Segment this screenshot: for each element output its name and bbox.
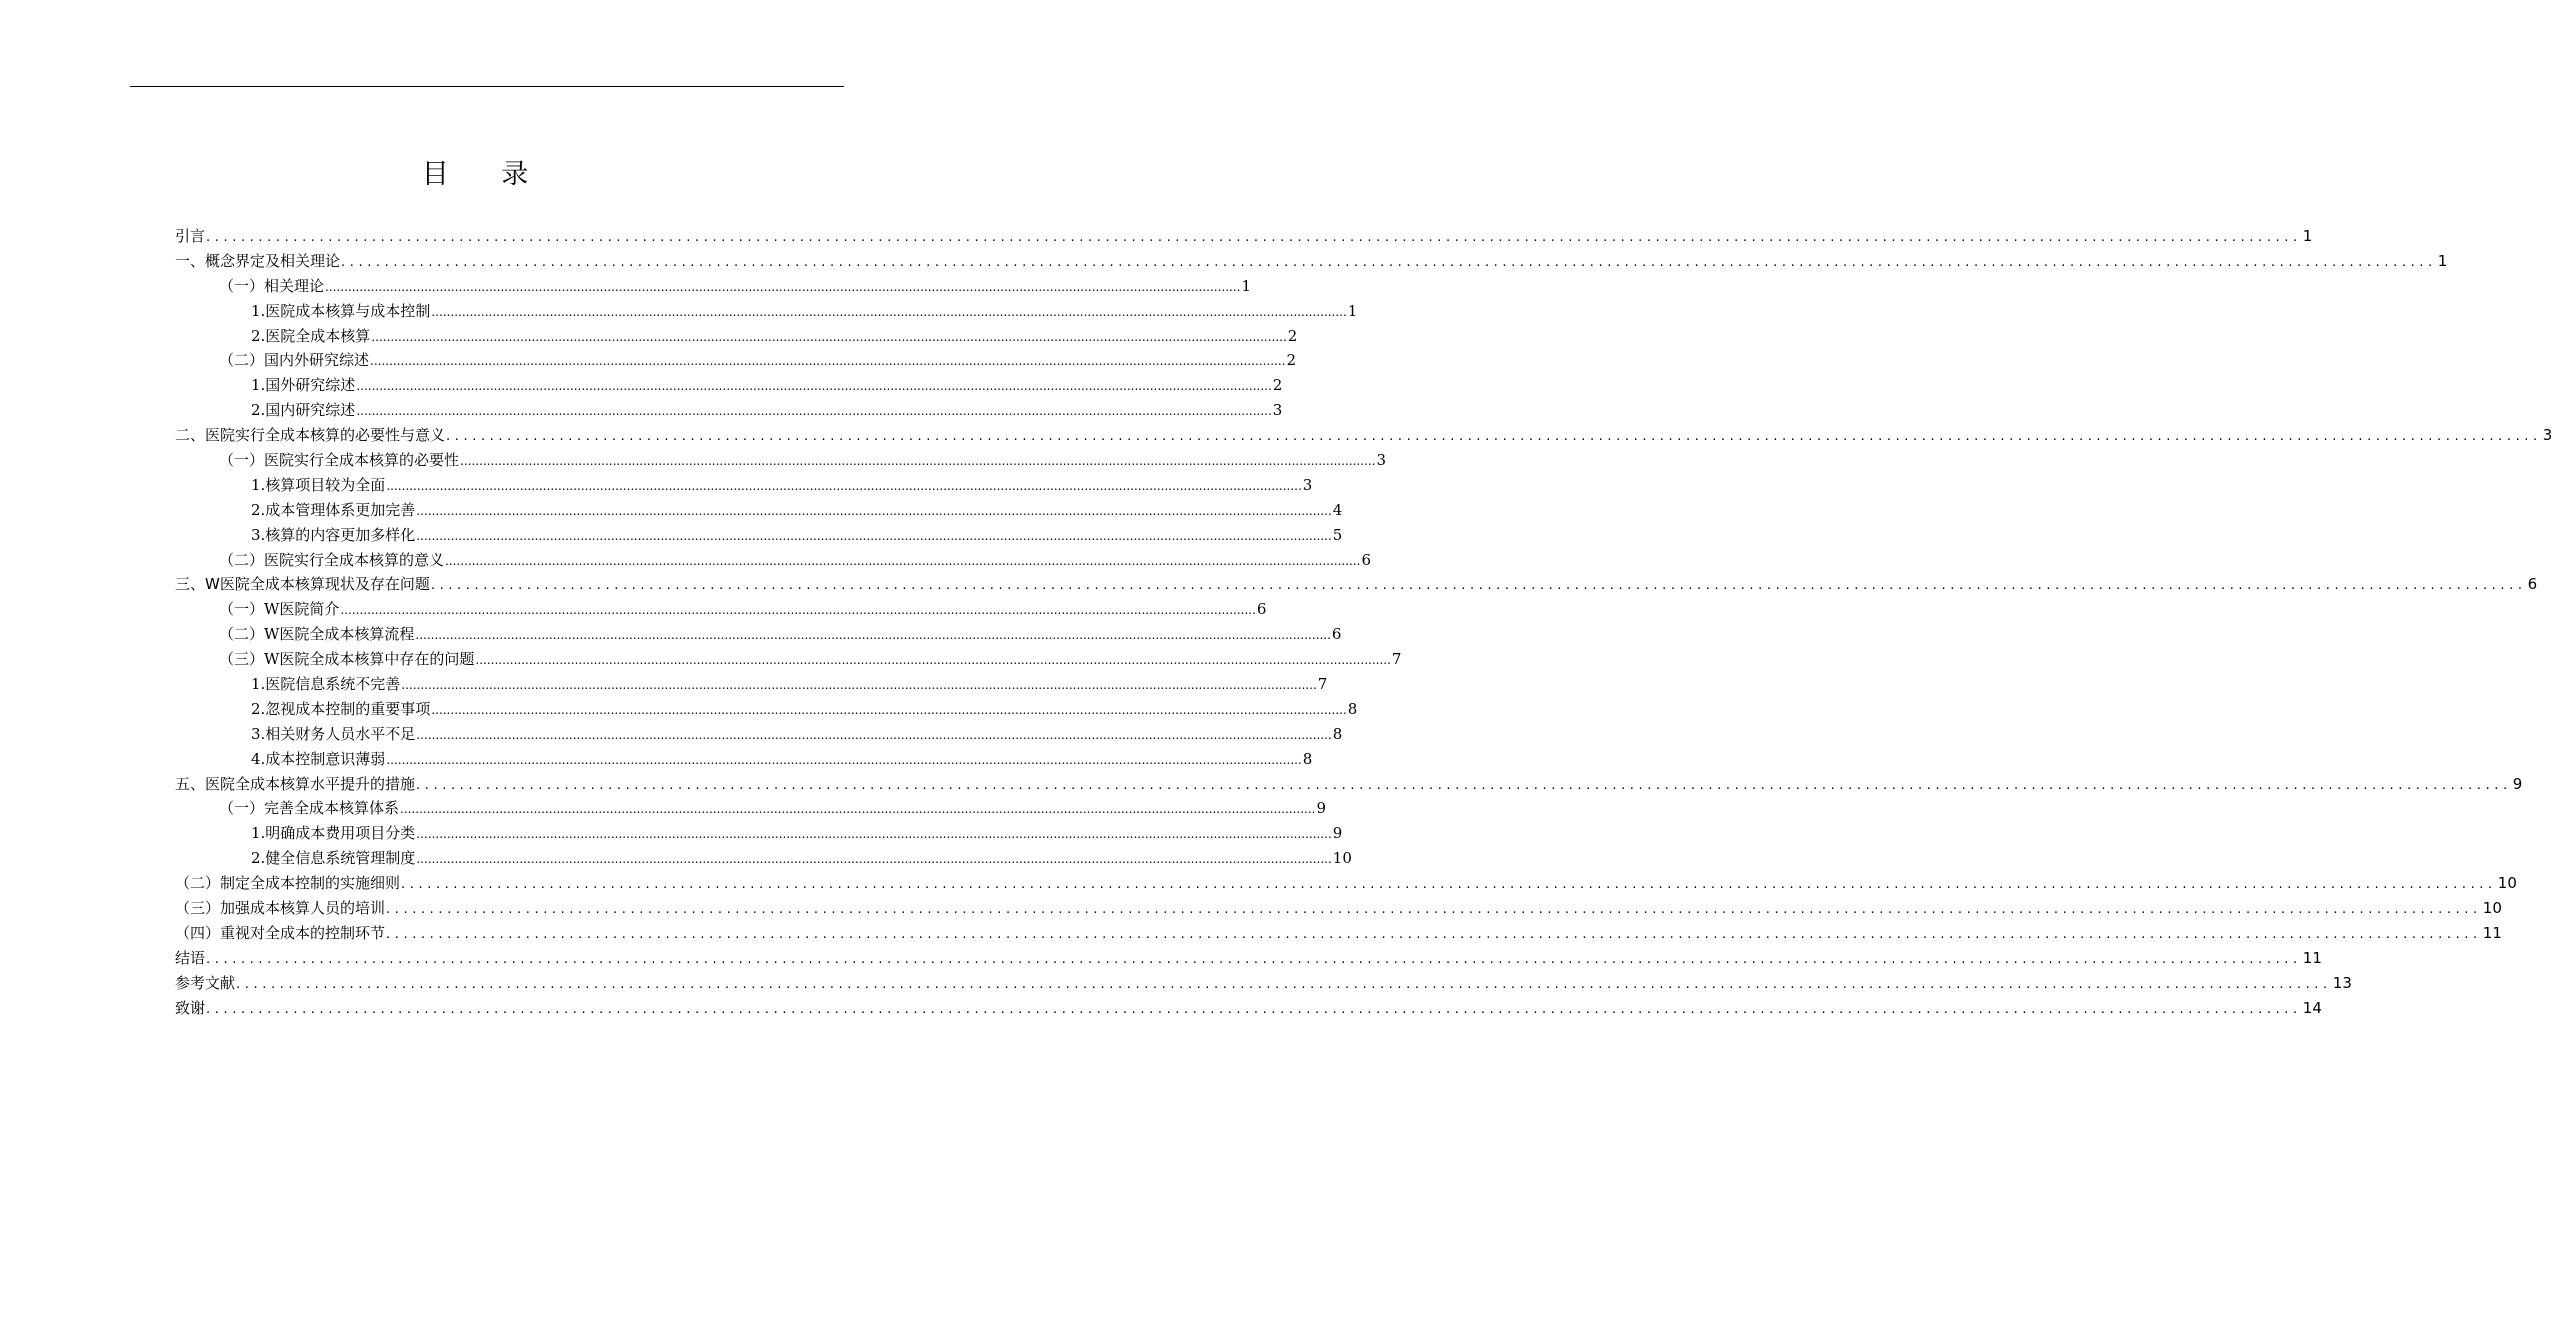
toc-entry-label: 3.核算的内容更加多样化	[251, 525, 416, 544]
toc-entry-page: 3	[1272, 401, 1283, 420]
toc-entry-page: 1	[2302, 227, 2313, 245]
toc-entry-label: 1.明确成本费用项目分类	[251, 824, 416, 843]
dot-leader: ................................................................................................................................................................................................................................................	[206, 1001, 2302, 1017]
toc-entry-page: 6	[1331, 625, 1342, 644]
toc-entry[interactable]	[175, 224, 2313, 249]
toc-entry-label: 三、W医院全成本核算现状及存在问题	[175, 575, 430, 594]
dot-leader: ................................................................................................................................................................................................................................................	[386, 478, 1302, 493]
toc-entry-label: （二）制定全成本控制的实施细则	[175, 874, 401, 893]
toc-entry-page: 11	[2302, 948, 2322, 967]
toc-entry-page: 1	[1347, 301, 1358, 320]
dot-leader: ................................................................................................................................................................................................................................................	[401, 678, 1317, 693]
dot-leader: ................................................................................................................................................................................................................................................	[206, 230, 2302, 245]
toc-entry-label: 2.国内研究综述	[251, 401, 356, 420]
dot-leader: ................................................................................................................................................................................................................................................	[431, 702, 1347, 717]
dot-leader: ................................................................................................................................................................................................................................................	[475, 653, 1391, 668]
toc-entry-page: 6	[1256, 600, 1267, 619]
toc-entry-label: （一）W医院简介	[219, 600, 340, 619]
dot-leader: ................................................................................................................................................................................................................................................	[431, 304, 1347, 319]
dot-leader: ................................................................................................................................................................................................................................................	[386, 752, 1302, 767]
toc-entry-label: （三）加强成本核算人员的培训	[175, 899, 386, 918]
dot-leader: ................................................................................................................................................................................................................................................	[370, 354, 1286, 369]
toc-entry[interactable]	[175, 796, 1327, 821]
page-title: 目 录	[421, 159, 551, 190]
toc-entry-label: （一）医院实行全成本核算的必要性	[219, 451, 460, 470]
toc-entry-page: 6	[2527, 575, 2538, 594]
toc-entry-label: （三）W医院全成本核算中存在的问题	[219, 650, 475, 669]
toc-entry-label: 致谢	[175, 998, 206, 1017]
toc-entry-label: 3.相关财务人员水平不足	[251, 724, 416, 743]
toc-entry-page: 2	[1286, 351, 1297, 370]
dot-leader: ................................................................................................................................................................................................................................................	[341, 254, 2437, 270]
toc-entry-label: 五、医院全成本核算水平提升的措施	[175, 774, 416, 793]
toc-entry-page: 9	[2512, 774, 2523, 793]
toc-entry[interactable]	[175, 249, 2448, 274]
toc-entry-page: 10	[2482, 899, 2502, 918]
dot-leader: ................................................................................................................................................................................................................................................	[356, 404, 1272, 419]
toc-entry[interactable]	[175, 672, 1328, 697]
toc-entry-page: 10	[1332, 849, 1352, 868]
dot-leader: ................................................................................................................................................................................................................................................	[236, 976, 2332, 992]
toc-entry-label: 参考文献	[175, 973, 236, 992]
toc-entry[interactable]	[175, 348, 1297, 373]
toc-entry-page: 14	[2302, 998, 2322, 1017]
toc-entry-label: （一）相关理论	[219, 276, 325, 295]
toc-entry[interactable]	[175, 548, 1372, 573]
toc-entry[interactable]	[175, 324, 1298, 349]
toc-entry-page: 11	[2482, 923, 2502, 942]
toc-entry-page: 8	[1347, 699, 1358, 718]
toc-entry[interactable]	[175, 996, 2322, 1021]
dot-leader: ................................................................................................................................................................................................................................................	[416, 528, 1332, 543]
toc-entry-page: 2	[1287, 326, 1298, 345]
dot-leader: ................................................................................................................................................................................................................................................	[445, 553, 1361, 568]
toc-entry-page: 5	[1332, 525, 1343, 544]
toc-entry[interactable]	[175, 971, 2352, 996]
dot-leader: ................................................................................................................................................................................................................................................	[386, 902, 2482, 918]
toc-entry[interactable]	[175, 398, 1283, 423]
toc-entry[interactable]	[175, 871, 2517, 896]
toc-entry-label: 二、医院实行全成本核算的必要性与意义	[175, 426, 446, 445]
toc-entry[interactable]	[175, 722, 1343, 747]
toc-entry[interactable]	[175, 821, 1343, 846]
toc-entry-page: 8	[1332, 724, 1343, 743]
dot-leader: ................................................................................................................................................................................................................................................	[416, 827, 1332, 842]
table-of-contents	[175, 224, 2552, 1021]
toc-entry-page: 1	[2437, 251, 2448, 270]
dot-leader: ................................................................................................................................................................................................................................................	[386, 926, 2482, 942]
toc-entry-label: （一）完善全成本核算体系	[219, 799, 400, 818]
dot-leader: ................................................................................................................................................................................................................................................	[430, 578, 2527, 594]
toc-entry[interactable]	[175, 946, 2322, 971]
toc-entry-page: 9	[1316, 799, 1327, 818]
toc-entry-page: 10	[2497, 874, 2517, 893]
toc-entry-page: 7	[1391, 650, 1402, 669]
toc-entry[interactable]	[175, 373, 1283, 398]
toc-entry-label: （四）重视对全成本的控制环节	[175, 923, 386, 942]
toc-entry[interactable]	[175, 697, 1358, 722]
toc-entry-page: 7	[1317, 675, 1328, 694]
toc-entry-page: 3	[1376, 451, 1387, 470]
toc-entry[interactable]	[175, 299, 1358, 324]
toc-entry[interactable]	[175, 647, 1402, 672]
toc-entry-label: 一、概念界定及相关理论	[175, 251, 341, 270]
toc-entry[interactable]	[175, 747, 1313, 772]
toc-entry[interactable]	[175, 274, 1252, 299]
toc-entry-label: （二）医院实行全成本核算的意义	[219, 550, 445, 569]
toc-entry-label: 1.医院信息系统不完善	[251, 675, 401, 694]
toc-entry[interactable]	[175, 622, 1342, 647]
toc-entry-label: 1.国外研究综述	[251, 376, 356, 395]
toc-entry-page: 6	[1361, 550, 1372, 569]
toc-entry-page: 2	[1272, 376, 1283, 395]
toc-entry-label: （二）国内外研究综述	[219, 351, 370, 370]
toc-entry-label: 引言	[175, 227, 206, 245]
toc-entry-label: 2.健全信息系统管理制度	[251, 849, 416, 868]
toc-entry[interactable]	[175, 921, 2502, 946]
dot-leader: ................................................................................................................................................................................................................................................	[356, 379, 1272, 394]
toc-entry-page: 13	[2332, 973, 2352, 992]
toc-entry[interactable]	[175, 896, 2502, 921]
dot-leader: ................................................................................................................................................................................................................................................	[415, 628, 1331, 643]
dot-leader: ................................................................................................................................................................................................................................................	[416, 503, 1332, 518]
dot-leader: ................................................................................................................................................................................................................................................	[371, 329, 1287, 344]
toc-entry-page: 1	[1241, 276, 1252, 295]
toc-entry-page: 9	[1332, 824, 1343, 843]
dot-leader: ................................................................................................................................................................................................................................................	[400, 802, 1316, 817]
toc-entry-label: 2.成本管理体系更加完善	[251, 500, 416, 519]
toc-entry[interactable]	[175, 597, 1267, 622]
toc-entry[interactable]	[175, 473, 1313, 498]
toc-entry[interactable]	[175, 498, 1343, 523]
dot-leader: ................................................................................................................................................................................................................................................	[416, 727, 1332, 742]
dot-leader: ................................................................................................................................................................................................................................................	[325, 279, 1241, 294]
toc-entry[interactable]	[175, 572, 2538, 597]
dot-leader: ................................................................................................................................................................................................................................................	[206, 951, 2302, 967]
toc-entry[interactable]	[175, 846, 1352, 871]
toc-entry[interactable]	[175, 772, 2523, 797]
toc-entry[interactable]	[175, 448, 1387, 473]
toc-entry[interactable]	[175, 523, 1343, 548]
dot-leader: ................................................................................................................................................................................................................................................	[416, 777, 2512, 793]
toc-entry-label: 结语	[175, 948, 206, 967]
dot-leader: ................................................................................................................................................................................................................................................	[340, 603, 1256, 618]
toc-entry-label: 1.医院成本核算与成本控制	[251, 301, 431, 320]
toc-entry-label: 2.忽视成本控制的重要事项	[251, 699, 431, 718]
toc-entry-page: 3	[1302, 475, 1313, 494]
toc-entry[interactable]	[175, 423, 2552, 448]
toc-entry-label: 4.成本控制意识薄弱	[251, 749, 386, 768]
toc-entry-page: 4	[1332, 500, 1343, 519]
dot-leader: ................................................................................................................................................................................................................................................	[416, 852, 1332, 867]
toc-entry-label: 2.医院全成本核算	[251, 326, 371, 345]
toc-entry-label: （二）W医院全成本核算流程	[219, 625, 415, 644]
header-rule	[130, 86, 844, 87]
toc-entry-page: 8	[1302, 749, 1313, 768]
dot-leader: ................................................................................................................................................................................................................................................	[460, 454, 1376, 469]
toc-entry-page: 3	[2542, 426, 2552, 445]
dot-leader: ................................................................................................................................................................................................................................................	[446, 429, 2542, 445]
toc-entry-label: 1.核算项目较为全面	[251, 475, 386, 494]
dot-leader: ................................................................................................................................................................................................................................................	[401, 877, 2497, 893]
